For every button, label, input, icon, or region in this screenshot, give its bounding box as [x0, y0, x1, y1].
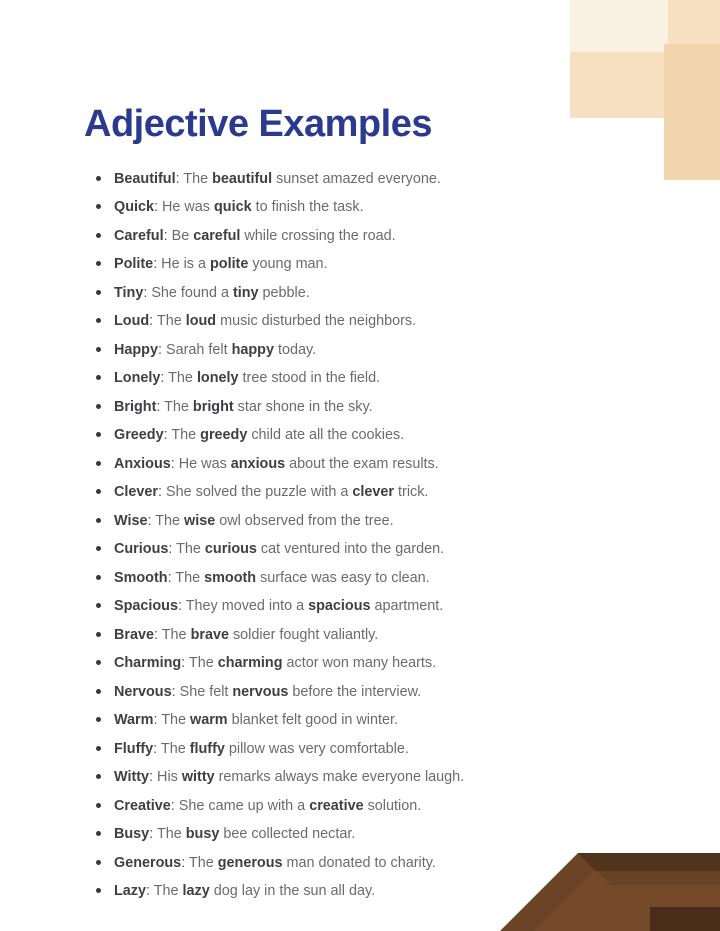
list-item: [84, 711, 644, 729]
adjective-term: Happy: [114, 341, 158, 358]
separator: :: [157, 341, 162, 358]
separator: :: [149, 769, 154, 786]
sentence-highlight: witty: [181, 769, 215, 786]
separator: :: [181, 655, 186, 672]
sentence-suffix: apartment.: [370, 598, 444, 615]
separator: :: [153, 712, 158, 729]
adjective-term: Brave: [114, 626, 155, 643]
separator: :: [158, 484, 163, 501]
separator: :: [170, 797, 175, 814]
bullet-icon: [96, 717, 101, 722]
adjective-term: Witty: [114, 769, 150, 786]
bullet-icon: [96, 660, 101, 665]
sentence-prefix: The: [171, 569, 205, 586]
adjective-term: Warm: [114, 712, 154, 729]
sentence-highlight: happy: [231, 341, 274, 358]
list-item: [84, 882, 644, 900]
separator: :: [149, 313, 154, 330]
bullet-icon: [96, 888, 101, 893]
decor-square-accent: [664, 44, 720, 180]
bullet-icon: [96, 318, 101, 323]
sentence-suffix: tree stood in the field.: [238, 370, 381, 387]
bullet-icon: [96, 803, 101, 808]
sentence-prefix: The: [157, 740, 190, 757]
list-item: [84, 768, 644, 786]
bullet-icon: [96, 603, 101, 608]
bullet-icon: [96, 261, 101, 266]
bullet-icon: [96, 461, 101, 466]
bullet-icon: [96, 404, 101, 409]
bullet-icon: [96, 689, 101, 694]
bullet-icon: [96, 746, 101, 751]
sentence-prefix: She found a: [147, 284, 233, 301]
bullet-icon: [96, 347, 101, 352]
sentence-highlight: smooth: [204, 569, 257, 586]
adjective-term: Clever: [114, 484, 159, 501]
list-item: [84, 198, 644, 216]
separator: :: [171, 683, 176, 700]
sentence-suffix: soldier fought valiantly.: [228, 626, 379, 643]
list-item: [84, 398, 644, 416]
list-item: [84, 227, 644, 245]
adjective-term: Curious: [114, 541, 169, 558]
page-title: Adjective Examples: [84, 103, 432, 145]
bullet-icon: [96, 546, 101, 551]
sentence-suffix: pebble.: [258, 284, 310, 301]
list-item: [84, 597, 644, 615]
sentence-prefix: The: [185, 854, 218, 871]
separator: :: [143, 284, 148, 301]
sentence-suffix: bee collected nectar.: [219, 826, 356, 843]
adjective-term: Careful: [114, 227, 164, 244]
separator: :: [154, 199, 158, 216]
sentence-suffix: to finish the task.: [251, 199, 364, 216]
sentence-prefix: His: [153, 769, 182, 786]
separator: :: [160, 370, 165, 387]
sentence-highlight: warm: [190, 712, 228, 729]
separator: :: [168, 541, 173, 558]
bullet-icon: [96, 176, 101, 181]
bullet-icon: [96, 204, 101, 209]
bullet-icon: [96, 489, 101, 494]
bullet-icon: [96, 860, 101, 865]
adjective-term: Lonely: [114, 370, 161, 387]
sentence-highlight: fluffy: [189, 740, 225, 757]
separator: :: [154, 626, 159, 643]
list-item: [84, 455, 644, 473]
sentence-highlight: curious: [204, 541, 257, 558]
sentence-highlight: brave: [190, 626, 229, 643]
bullet-icon: [96, 831, 101, 836]
adjective-term: Quick: [114, 199, 154, 216]
sentence-prefix: They moved into a: [181, 598, 309, 615]
adjective-term: Bright: [114, 398, 157, 415]
bullet-icon: [96, 575, 101, 580]
decor-square-cutout: [570, 0, 668, 52]
separator: :: [167, 569, 172, 586]
sentence-highlight: lonely: [196, 370, 239, 387]
separator: :: [153, 740, 158, 757]
sentence-prefix: The: [157, 712, 190, 729]
adjective-term: Spacious: [114, 598, 178, 615]
list-item: [84, 683, 644, 701]
sentence-highlight: nervous: [232, 683, 289, 700]
sentence-highlight: careful: [193, 227, 241, 244]
sentence-suffix: while crossing the road.: [240, 227, 396, 244]
separator: :: [146, 883, 150, 900]
sentence-highlight: creative: [309, 797, 364, 814]
sentence-highlight: clever: [352, 484, 395, 501]
separator: :: [181, 854, 186, 871]
adjective-term: Lazy: [114, 883, 146, 900]
bullet-icon: [96, 375, 101, 380]
separator: :: [147, 512, 152, 529]
decor-square-large: [570, 0, 720, 118]
adjective-term: Polite: [114, 256, 154, 273]
list-item: [84, 569, 644, 587]
sentence-highlight: beautiful: [212, 170, 273, 187]
list-item: [84, 483, 644, 501]
adjective-term: Anxious: [114, 455, 171, 472]
sentence-prefix: The: [158, 626, 191, 643]
sentence-highlight: tiny: [232, 284, 259, 301]
list-item: [84, 825, 644, 843]
sentence-suffix: actor won many hearts.: [282, 655, 437, 672]
sentence-suffix: today.: [273, 341, 317, 358]
sentence-prefix: The: [151, 512, 185, 529]
adjective-term: Fluffy: [114, 740, 154, 757]
bullet-icon: [96, 432, 101, 437]
sentence-prefix: Be: [167, 227, 194, 244]
list-item: [84, 255, 644, 273]
sentence-suffix: surface was easy to clean.: [256, 569, 430, 586]
sentence-suffix: owl observed from the tree.: [215, 512, 394, 529]
adjective-term: Creative: [114, 797, 171, 814]
adjective-term: Nervous: [114, 683, 172, 700]
list-item: [84, 854, 644, 872]
sentence-prefix: The: [164, 370, 197, 387]
list-item: [84, 654, 644, 672]
sentence-suffix: sunset amazed everyone.: [272, 170, 441, 187]
bullet-icon: [96, 518, 101, 523]
list-item: [84, 740, 644, 758]
sentence-suffix: child ate all the cookies.: [247, 427, 405, 444]
sentence-highlight: generous: [217, 854, 283, 871]
separator: :: [177, 598, 182, 615]
sentence-prefix: She solved the puzzle with a: [162, 484, 353, 501]
sentence-highlight: busy: [185, 826, 220, 843]
adjective-term: Tiny: [114, 284, 144, 301]
separator: :: [175, 170, 180, 187]
sentence-prefix: The: [160, 398, 193, 415]
adjective-term: Generous: [114, 854, 182, 871]
sentence-suffix: solution.: [363, 797, 422, 814]
sentence-suffix: trick.: [394, 484, 429, 501]
sentence-highlight: anxious: [230, 455, 286, 472]
sentence-prefix: He is a: [157, 256, 210, 273]
sentence-suffix: dog lay in the sun all day.: [209, 883, 376, 900]
adjective-term: Loud: [114, 313, 150, 330]
bullet-icon: [96, 632, 101, 637]
adjective-example-list: [84, 170, 644, 901]
sentence-suffix: cat ventured into the garden.: [256, 541, 445, 558]
sentence-prefix: The: [185, 655, 218, 672]
sentence-prefix: The: [172, 541, 205, 558]
sentence-prefix: He was: [174, 455, 231, 472]
sentence-highlight: polite: [209, 256, 249, 273]
list-item: [84, 540, 644, 558]
list-item: [84, 797, 644, 815]
adjective-term: Wise: [114, 512, 148, 529]
sentence-highlight: wise: [184, 512, 216, 529]
sentence-prefix: Sarah felt: [161, 341, 232, 358]
list-item: [84, 284, 644, 302]
separator: :: [163, 227, 168, 244]
sentence-highlight: lazy: [182, 883, 210, 900]
list-item: [84, 426, 644, 444]
sentence-prefix: She felt: [175, 683, 233, 700]
sentence-suffix: blanket felt good in winter.: [227, 712, 398, 729]
sentence-suffix: pillow was very comfortable.: [224, 740, 409, 757]
sentence-prefix: He was: [158, 199, 214, 216]
document-content: [84, 104, 644, 911]
separator: :: [163, 427, 168, 444]
sentence-suffix: young man.: [248, 256, 328, 273]
sentence-suffix: star shone in the sky.: [233, 398, 373, 415]
sentence-prefix: The: [167, 427, 201, 444]
sentence-highlight: quick: [213, 199, 252, 216]
list-item: [84, 512, 644, 530]
list-item: [84, 341, 644, 359]
sentence-highlight: spacious: [308, 598, 371, 615]
adjective-term: Busy: [114, 826, 150, 843]
sentence-prefix: She came up with a: [174, 797, 310, 814]
bullet-icon: [96, 774, 101, 779]
list-item: [84, 369, 644, 387]
sentence-suffix: about the exam results.: [285, 455, 439, 472]
adjective-term: Beautiful: [114, 170, 176, 187]
list-item: [84, 170, 644, 188]
sentence-prefix: The: [153, 313, 186, 330]
adjective-term: Charming: [114, 655, 182, 672]
separator: :: [149, 826, 154, 843]
list-item: [84, 312, 644, 330]
separator: :: [153, 256, 158, 273]
sentence-prefix: The: [150, 883, 183, 900]
bullet-icon: [96, 233, 101, 238]
sentence-highlight: greedy: [200, 427, 248, 444]
sentence-suffix: remarks always make everyone laugh.: [214, 769, 465, 786]
sentence-highlight: charming: [217, 655, 283, 672]
adjective-term: Greedy: [114, 427, 164, 444]
sentence-suffix: man donated to charity.: [282, 854, 436, 871]
sentence-prefix: The: [179, 170, 213, 187]
adjective-term: Smooth: [114, 569, 168, 586]
sentence-suffix: music disturbed the neighbors.: [216, 313, 417, 330]
list-item: [84, 626, 644, 644]
bullet-icon: [96, 290, 101, 295]
separator: :: [170, 455, 175, 472]
separator: :: [156, 398, 161, 415]
sentence-highlight: bright: [192, 398, 234, 415]
sentence-prefix: The: [153, 826, 186, 843]
sentence-suffix: before the interview.: [288, 683, 422, 700]
sentence-highlight: loud: [185, 313, 217, 330]
